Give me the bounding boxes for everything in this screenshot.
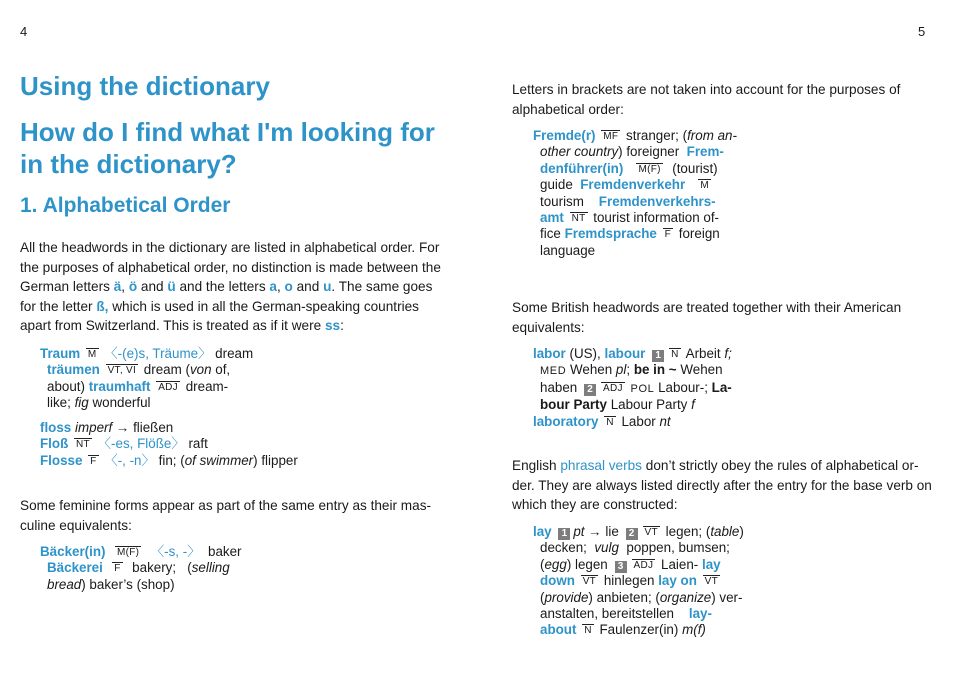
gender-tag: F xyxy=(114,563,121,575)
british-paragraph xyxy=(512,298,952,337)
gender-tag: M xyxy=(87,349,97,360)
text: other country xyxy=(540,144,619,160)
para-line: which they are constructed: xyxy=(512,497,678,513)
entry-line xyxy=(533,557,744,573)
entry-line xyxy=(533,144,737,160)
translation: ) flipper xyxy=(253,452,298,468)
sense-number: 2 xyxy=(584,384,596,396)
letter-o: o xyxy=(284,279,293,295)
gender-tag: M(F) xyxy=(116,547,140,558)
para-line: culine equivalents: xyxy=(20,517,132,533)
entry-line xyxy=(40,544,242,560)
headword: Fremdenverkehrs- xyxy=(598,193,716,209)
label-vulg: vulg xyxy=(594,540,619,556)
text: and xyxy=(140,279,164,295)
letter-a: a xyxy=(269,279,277,295)
entry-line xyxy=(40,346,253,362)
entry-line xyxy=(533,226,737,242)
translation: baker xyxy=(208,544,242,559)
text: egg xyxy=(544,556,567,572)
phrase: La- xyxy=(711,379,732,395)
intro-line xyxy=(20,316,450,336)
entry-line xyxy=(533,128,737,144)
intro-line xyxy=(20,297,450,317)
headword: Fremdenverkehr xyxy=(580,177,686,193)
text: which is used in all the German-speaking countries xyxy=(112,298,419,314)
label-fig: fig xyxy=(74,395,89,411)
phrase: be in ~ xyxy=(633,362,677,378)
inflection: 〈-es, Flöße〉 xyxy=(97,436,185,452)
page-number-right: 5 xyxy=(918,24,926,39)
entry-line xyxy=(533,397,732,413)
letter-oe: ö xyxy=(128,279,138,295)
translation: ) ver- xyxy=(711,589,743,605)
label-imperf: imperf xyxy=(75,420,113,435)
translation: (tourist) xyxy=(672,160,718,176)
entry-line xyxy=(40,395,253,411)
entry-line xyxy=(533,524,744,540)
intro-line: All the headwords in the dictionary are listed in alphabetical order. For xyxy=(20,240,440,255)
headword: Flosse xyxy=(40,452,83,468)
translation: ) baker’s (shop) xyxy=(81,576,175,592)
translation: hinlegen xyxy=(603,573,655,589)
translation: poppen, bumsen; xyxy=(626,540,730,556)
translation: dream xyxy=(215,346,254,361)
sense-number: 1 xyxy=(652,350,664,362)
text: f; xyxy=(724,346,732,361)
headword: Floß xyxy=(40,436,69,452)
intro-line: the purposes of alphabetical order, no distinction is made between the xyxy=(20,259,441,275)
entry-line xyxy=(40,560,242,576)
text: ( xyxy=(187,560,192,576)
cross-reference: → lie xyxy=(588,524,619,539)
text: nt xyxy=(659,413,671,429)
text: , xyxy=(121,279,126,295)
sense-number: 2 xyxy=(626,528,638,540)
entry-line xyxy=(40,379,253,395)
text: don’t strictly obey the rules of alphabetical or- xyxy=(645,458,919,473)
gender-tag: M xyxy=(700,180,709,192)
pos-tag: VT xyxy=(704,576,719,588)
gender-tag: M(F) xyxy=(638,163,661,175)
text: organize xyxy=(659,589,712,605)
page-title: Using the dictionary xyxy=(20,71,270,101)
text: f xyxy=(691,397,695,413)
entry-line xyxy=(533,161,737,177)
translation: raft xyxy=(188,436,208,452)
inflection: 〈-, -n〉 xyxy=(104,452,155,468)
translation: haben xyxy=(540,379,578,395)
text: from an- xyxy=(687,128,737,143)
gender-tag: F xyxy=(90,455,97,467)
headword: Traum xyxy=(40,346,81,361)
text: provide xyxy=(544,589,589,605)
entry-line xyxy=(533,622,744,638)
pos-tag: VT xyxy=(644,527,658,538)
headword: amt xyxy=(540,210,564,226)
letters-ss: ss xyxy=(324,318,341,334)
text: . The same goes xyxy=(331,279,433,295)
translation: Wehen xyxy=(680,362,723,378)
translation: fin; ( xyxy=(158,452,185,468)
headword: denführer(in) xyxy=(540,160,624,176)
text: pl xyxy=(615,362,627,378)
headword: labor xyxy=(533,346,566,361)
entry-floss xyxy=(40,420,298,469)
translation: Labour-; xyxy=(658,379,708,395)
translation: legen; ( xyxy=(665,524,711,539)
text: ; xyxy=(626,362,631,378)
text: table xyxy=(710,524,740,539)
entry-line xyxy=(40,436,298,452)
para-line: Letters in brackets are not taken into account for the purposes of xyxy=(512,82,901,97)
translation: wonderful xyxy=(92,395,151,411)
translation: ) foreigner xyxy=(618,144,680,160)
entry-line xyxy=(533,346,732,362)
gender-tag: NT xyxy=(571,213,586,225)
entry-line xyxy=(533,362,732,379)
pos-tag: N xyxy=(671,349,679,360)
entry-fremde xyxy=(533,128,737,259)
para-line: der. They are always listed directly after the entry for the base verb on xyxy=(512,477,932,493)
cross-reference: → fließen xyxy=(115,420,174,435)
entry-line xyxy=(533,177,737,193)
para-line: equivalents: xyxy=(512,319,585,335)
entry-line xyxy=(533,243,737,259)
headword: träumen xyxy=(47,362,100,378)
text: pt xyxy=(573,524,585,539)
entry-line xyxy=(533,540,744,556)
entry-baecker xyxy=(40,544,242,593)
brackets-paragraph xyxy=(512,80,952,119)
page-number-left: 4 xyxy=(20,24,28,39)
translation: decken; xyxy=(540,540,587,556)
section-heading-alphabetical: 1. Alphabetical Order xyxy=(20,194,231,217)
headword: lay- xyxy=(688,606,712,622)
section-question xyxy=(20,116,435,180)
entry-traum xyxy=(40,346,253,412)
gender-tag: NT xyxy=(76,439,90,451)
pos-tag: VT, VI xyxy=(107,365,137,377)
text: : xyxy=(340,318,344,334)
headword: lay on xyxy=(658,573,697,589)
translation: ) anbieten; ( xyxy=(588,589,660,605)
headword: Frem- xyxy=(686,144,724,160)
translation: Arbeit xyxy=(685,346,721,361)
entry-line xyxy=(40,453,298,469)
letter-ae: ä xyxy=(113,279,122,295)
pos-tag: ADJ xyxy=(633,559,654,571)
text: ) xyxy=(739,524,744,539)
entry-line xyxy=(40,577,242,593)
pos-tag: N xyxy=(606,416,614,428)
translation: fice xyxy=(540,226,561,242)
question-line-2: in the dictionary? xyxy=(20,149,237,179)
inflection: 〈-s, -〉 xyxy=(150,544,201,559)
text: of, xyxy=(215,362,231,378)
text: m(f) xyxy=(682,622,706,638)
entry-line xyxy=(533,194,737,210)
letter-u: u xyxy=(323,279,332,295)
text: English xyxy=(512,458,557,473)
translation: foreign xyxy=(678,226,720,242)
translation: tourism xyxy=(540,193,584,209)
text: of swimmer xyxy=(184,452,254,468)
phrase: bour Party xyxy=(540,397,607,413)
pos-tag: VT xyxy=(582,576,597,588)
text: like; xyxy=(47,395,71,411)
intro-paragraph xyxy=(20,238,450,336)
pos-tag: ADJ xyxy=(158,381,178,393)
entry-line xyxy=(533,210,737,226)
headword: Bäckerei xyxy=(47,560,103,576)
translation: Faulenzer(in) xyxy=(599,622,679,638)
headword: laboratory xyxy=(533,413,599,429)
text: German letters xyxy=(20,279,110,295)
entry-line xyxy=(533,573,744,589)
text: von xyxy=(189,362,212,378)
headword: down xyxy=(540,573,575,589)
entry-line xyxy=(533,414,732,430)
translation: tourist information of- xyxy=(593,210,720,226)
headword: lay xyxy=(533,524,552,539)
sense-number: 3 xyxy=(615,561,627,573)
para-line: Some feminine forms appear as part of the same entry as their mas- xyxy=(20,498,432,513)
para-line xyxy=(512,456,952,476)
text: and xyxy=(296,279,320,295)
translation: dream ( xyxy=(143,362,190,378)
translation: Labor xyxy=(621,413,656,429)
para-line: alphabetical order: xyxy=(512,101,624,117)
translation: bakery; xyxy=(132,560,177,576)
entry-lay xyxy=(533,524,744,639)
translation: anstalten, bereitstellen xyxy=(540,606,674,622)
headword: lay xyxy=(702,556,721,572)
pos-tag: N xyxy=(584,625,592,637)
translation: Laien- xyxy=(661,556,699,572)
feminine-paragraph xyxy=(20,496,450,535)
headword: Bäcker(in) xyxy=(40,544,106,559)
entry-line xyxy=(533,590,744,606)
headword: labour xyxy=(604,346,646,361)
translation: guide xyxy=(540,177,573,193)
letter-eszett: ß, xyxy=(96,298,109,314)
phrasal-verbs-link: phrasal verbs xyxy=(560,458,642,473)
para-line: Some British headwords are treated together with their American xyxy=(512,300,902,315)
entry-labor xyxy=(533,346,732,430)
entry-line xyxy=(533,380,732,397)
text: for the letter xyxy=(20,298,93,314)
gender-tag: MF xyxy=(603,131,619,142)
text: ( xyxy=(540,556,545,572)
region-label: (US), xyxy=(569,346,601,361)
sense-number: 1 xyxy=(558,528,570,540)
intro-line xyxy=(20,277,450,297)
text: selling xyxy=(191,560,230,576)
entry-line xyxy=(40,420,298,436)
question-line-1: How do I find what I'm looking for xyxy=(20,117,435,147)
translation: Labour Party xyxy=(610,397,688,413)
subject-label: MED xyxy=(540,365,567,378)
letter-ue: ü xyxy=(167,279,176,295)
translation: ) legen xyxy=(566,556,608,572)
headword: traumhaft xyxy=(88,378,151,394)
inflection: 〈-(e)s, Träume〉 xyxy=(104,346,212,361)
headword: Fremdsprache xyxy=(564,226,657,242)
text: ( xyxy=(540,589,545,605)
translation: dream- xyxy=(185,378,229,394)
headword: floss xyxy=(40,420,72,435)
text: apart from Switzerland. This is treated as if it were xyxy=(20,318,322,334)
translation: Wehen xyxy=(569,362,613,378)
entry-line xyxy=(533,606,744,622)
headword: about xyxy=(540,622,577,638)
translation: language xyxy=(540,242,596,258)
subject-label: POL xyxy=(630,382,655,395)
gender-tag: F xyxy=(664,229,672,241)
entry-line xyxy=(40,362,253,378)
text: bread xyxy=(47,576,82,592)
text: and the letters xyxy=(179,279,266,295)
translation: stranger; ( xyxy=(626,128,688,143)
text: about) xyxy=(47,378,85,394)
phrasal-paragraph xyxy=(512,456,952,515)
pos-tag: ADJ xyxy=(602,382,623,394)
headword: Fremde(r) xyxy=(533,128,596,143)
text: , xyxy=(276,279,281,295)
